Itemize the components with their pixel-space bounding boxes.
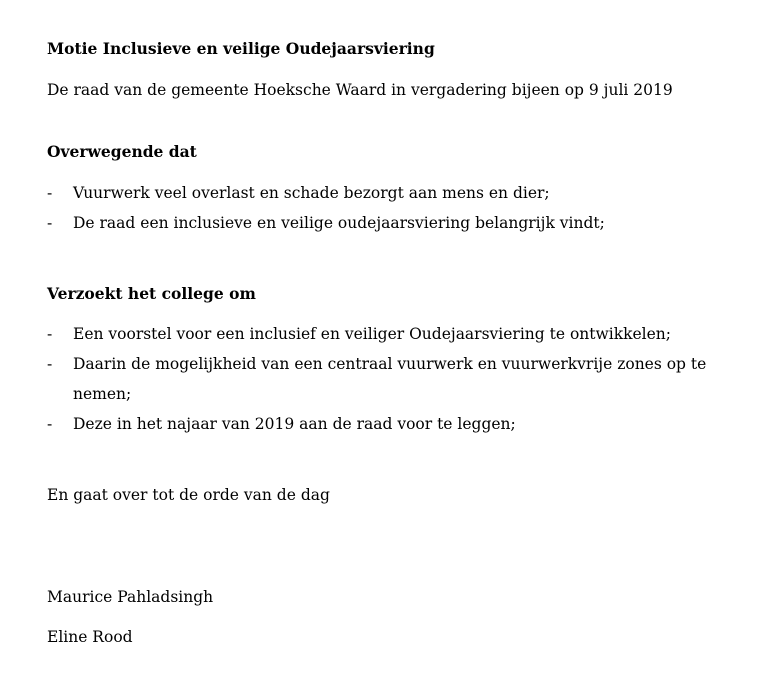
bullet-dash: -: [47, 184, 53, 202]
request-item-line: nemen;: [73, 385, 132, 403]
signatory-name: Maurice Pahladsingh: [47, 588, 214, 606]
request-item-text: [73, 354, 713, 414]
request-item-text: Een voorstel voor een inclusief en veiliger Oudejaarsviering te ontwikkelen;: [73, 325, 672, 343]
considering-item-text: Vuurwerk veel overlast en schade bezorgt aan mens en dier;: [73, 184, 550, 202]
signatory-name: Eline Rood: [47, 628, 133, 646]
considering-item-text: De raad een inclusieve en veilige oudejaarsviering belangrijk vindt;: [73, 214, 605, 232]
request-item-text: Deze in het najaar van 2019 aan de raad voor te leggen;: [73, 415, 516, 433]
request-item-line: Daarin de mogelijkheid van een centraal vuurwerk en vuurwerkvrije zones op te: [73, 355, 707, 373]
bullet-dash: -: [47, 355, 53, 373]
closing-text: En gaat over tot de orde van de dag: [47, 486, 330, 504]
bullet-dash: -: [47, 325, 53, 343]
considering-heading: Overwegende dat: [47, 142, 197, 161]
intro-text: De raad van de gemeente Hoeksche Waard in vergadering bijeen op 9 juli 2019: [47, 81, 673, 99]
bullet-dash: -: [47, 214, 53, 232]
requests-heading: Verzoekt het college om: [47, 284, 256, 303]
document-title: Motie Inclusieve en veilige Oudejaarsviering: [47, 39, 435, 58]
bullet-dash: -: [47, 415, 53, 433]
